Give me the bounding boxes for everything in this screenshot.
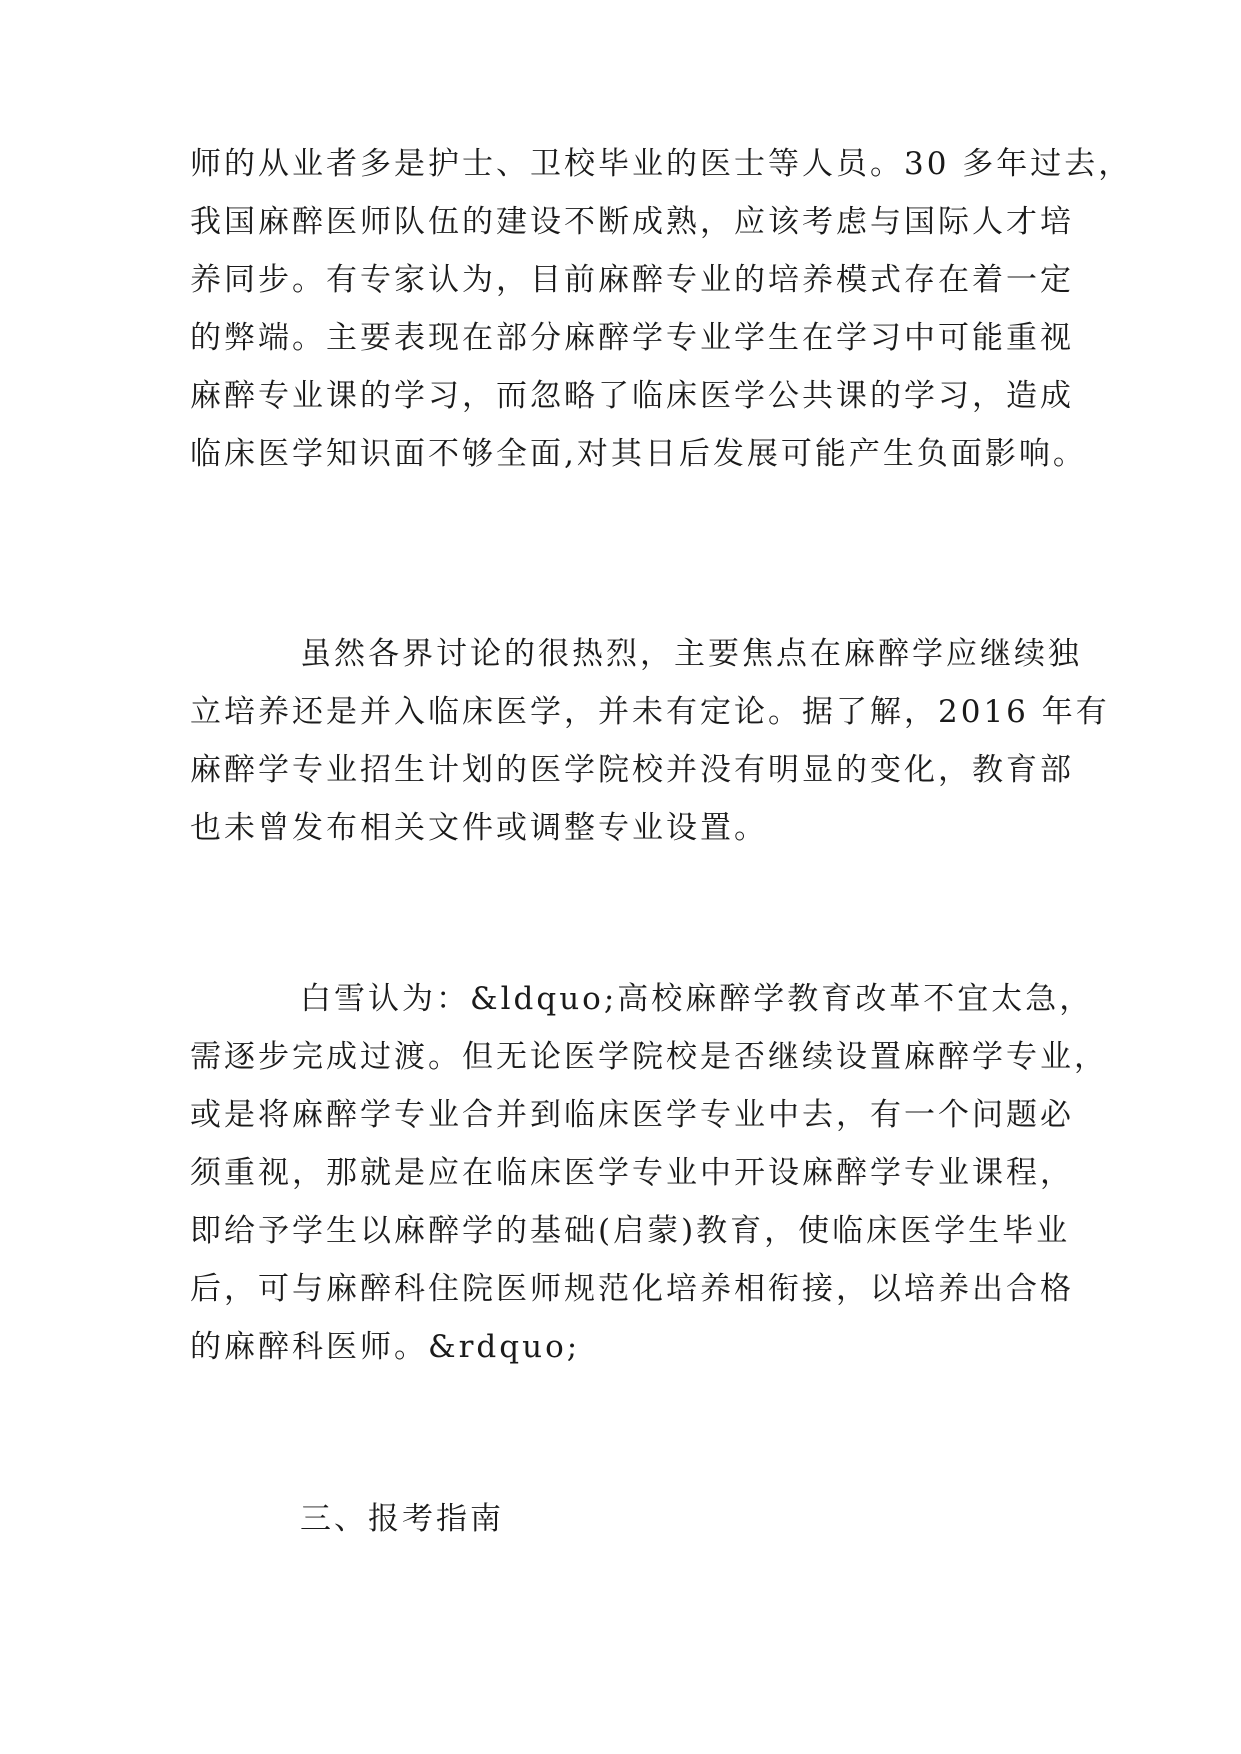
paragraph-line: 的麻醉科医师。&rdquo; [190,1329,581,1365]
paragraph-line: 我国麻醉医师队伍的建设不断成熟，应该考虑与国际人才培 [190,204,1074,240]
paragraph-line: 临床医学知识面不够全面,对其日后发展可能产生负面影响。 [190,436,1087,472]
paragraph-line: 虽然各界讨论的很热烈，主要焦点在麻醉学应继续独 [300,636,1082,672]
paragraph-line: 麻醉专业课的学习，而忽略了临床医学公共课的学习，造成 [190,378,1074,414]
paragraph-line: 白雪认为：&ldquo;高校麻醉学教育改革不宜太急， [300,981,1094,1017]
section-heading: 三、报考指南 [300,1501,504,1537]
paragraph-line: 或是将麻醉学专业合并到临床医学专业中去，有一个问题必 [190,1097,1074,1133]
paragraph-line: 的弊端。主要表现在部分麻醉学专业学生在学习中可能重视 [190,320,1074,356]
paragraph-2 [190,625,1110,857]
paragraph-line: 需逐步完成过渡。但无论医学院校是否继续设置麻醉学专业， [190,1039,1108,1075]
paragraph-3 [190,970,1108,1376]
paragraph-line: 养同步。有专家认为，目前麻醉专业的培养模式存在着一定 [190,262,1074,298]
paragraph-1 [190,135,1133,483]
paragraph-line: 须重视，那就是应在临床医学专业中开设麻醉学专业课程， [190,1155,1074,1191]
paragraph-line: 立培养还是并入临床医学，并未有定论。据了解，2016 年有 [190,694,1110,730]
paragraph-line: 麻醉学专业招生计划的医学院校并没有明显的变化，教育部 [190,752,1074,788]
paragraph-line: 即给予学生以麻醉学的基础(启蒙)教育，使临床医学生毕业 [190,1213,1071,1249]
paragraph-line: 师的从业者多是护士、卫校毕业的医士等人员。30 多年过去， [190,146,1133,182]
paragraph-line: 后，可与麻醉科住院医师规范化培养相衔接，以培养出合格 [190,1271,1074,1307]
paragraph-line: 也未曾发布相关文件或调整专业设置。 [190,810,768,846]
